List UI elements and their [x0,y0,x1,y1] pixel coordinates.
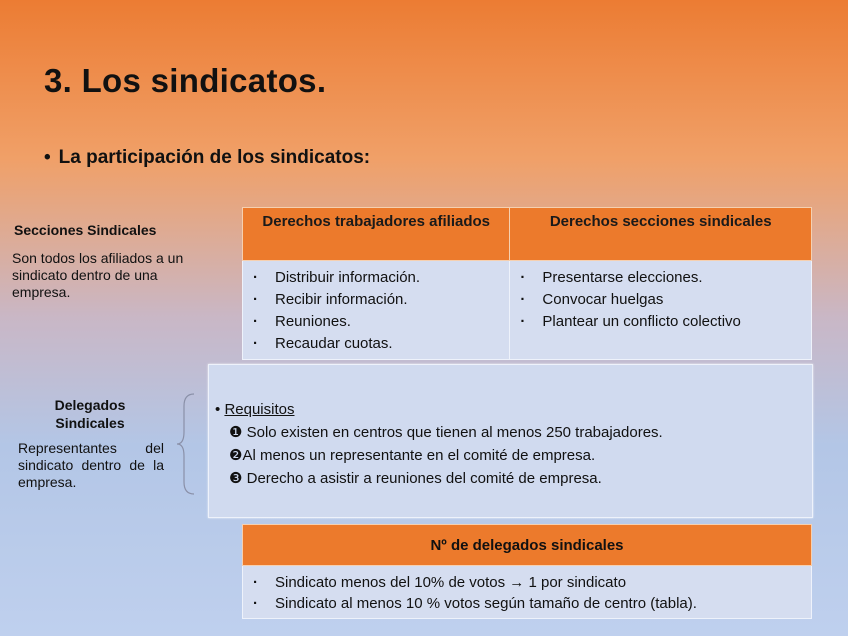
requisitos-bullet: • [215,401,221,418]
list-item: · Recaudar cuotas. [275,333,501,355]
requisitos-heading [215,401,294,418]
slide-title: 3. Los sindicatos. [44,62,327,99]
list-item: · Plantear un conflicto colectivo [542,311,803,333]
subtitle-bullet: • [44,147,51,168]
subtitle-text: La participación de los sindicatos: [58,147,371,168]
requisito-item: ❷Al menos un representante en el comité de empresa. [229,447,596,464]
list-item: · Reuniones. [275,311,501,333]
curly-brace-icon [176,392,196,496]
delegados-title: Delegados Sindicales [54,397,126,431]
list-item: · Distribuir información. [275,267,501,289]
delegados-description: Representantes del sindicato dentro de la empresa. [18,440,164,490]
rights-sections-cell [510,261,812,360]
slide-subtitle [44,147,370,169]
requisitos-label: Requisitos [224,401,295,418]
list-item: · Recibir información. [275,289,501,311]
delegates-count-header: Nº de delegados sindicales [243,525,812,566]
list-item: · Presentarse elecciones. [542,267,803,289]
list-item: · Convocar huelgas [542,289,803,311]
requisito-item: ❶ Solo existen en centros que tienen al menos 250 trabajadores. [229,424,663,441]
secciones-title: Secciones Sindicales [14,222,157,238]
rights-header-workers: Derechos trabajadores afiliados [243,208,510,261]
list-item: · Sindicato menos del 10% de votos → 1 por sindicato [275,572,803,593]
requisitos-box [208,364,813,518]
secciones-description: Son todos los afiliados a un sindicato dentro de una empresa. [12,250,184,300]
rights-workers-cell [243,261,510,360]
list-item: · Sindicato al menos 10 % votos según tamaño de centro (tabla). [275,593,803,614]
rights-header-sections: Derechos secciones sindicales [510,208,812,261]
delegates-count-table [242,524,812,619]
requisito-item: ❸ Derecho a asistir a reuniones del comité de empresa. [229,470,602,487]
delegates-count-cell [243,566,812,619]
rights-table [242,207,812,360]
